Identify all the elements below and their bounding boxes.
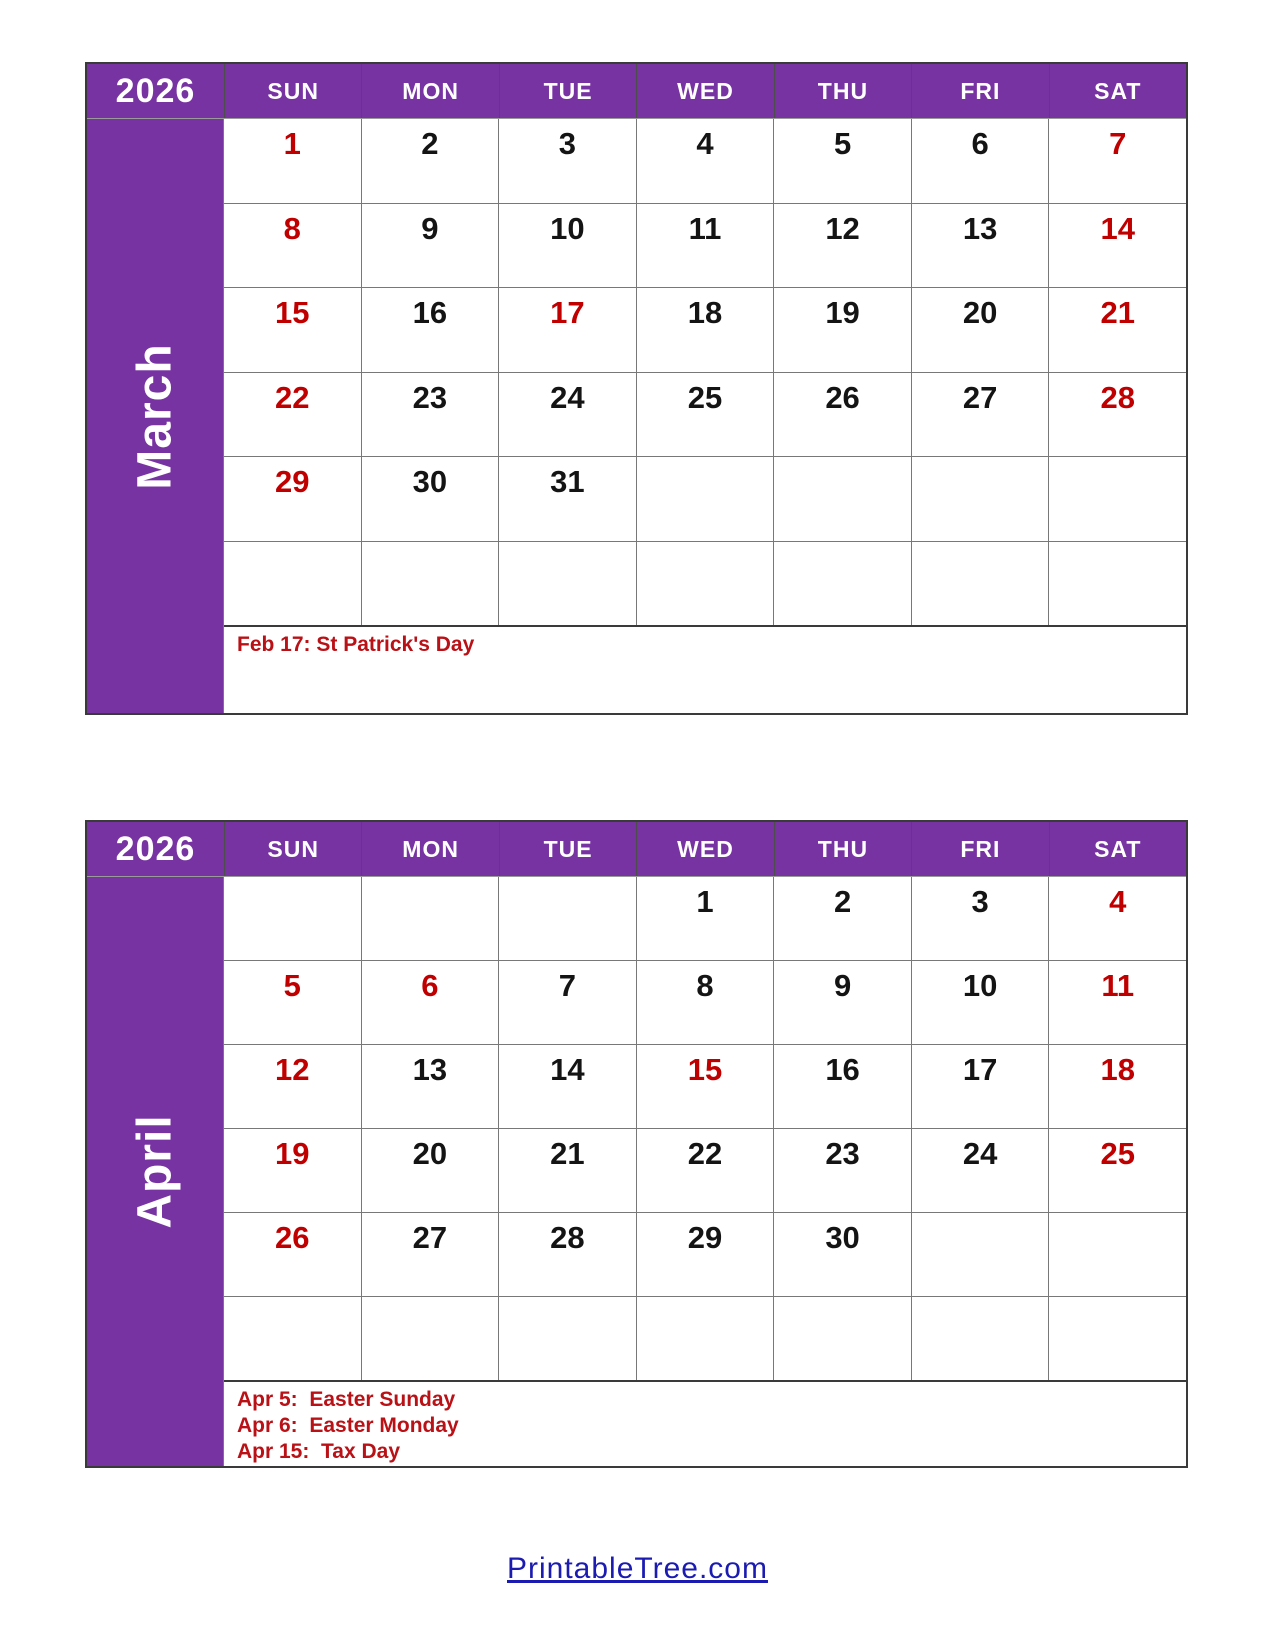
date-cell-empty	[499, 1297, 636, 1380]
date-cell-16	[774, 1045, 911, 1128]
date-cell-empty	[912, 457, 1049, 541]
calendar-march-header-row	[87, 64, 1186, 119]
date-cell-27	[362, 1213, 499, 1296]
date-number: 10	[962, 968, 998, 1003]
date-cell-10	[499, 204, 636, 288]
date-cell-10	[912, 961, 1049, 1044]
date-number: 2	[421, 126, 439, 161]
date-cell-11	[637, 204, 774, 288]
date-number: 19	[275, 1136, 310, 1171]
date-number: 14	[1100, 210, 1135, 246]
date-number: 16	[412, 295, 448, 330]
date-number: 10	[550, 210, 585, 246]
date-cell-2	[774, 877, 911, 960]
day-header-wed: WED	[636, 822, 773, 876]
date-grid	[224, 119, 1186, 625]
date-cell-empty	[637, 1297, 774, 1380]
calendar-march	[85, 62, 1188, 715]
calendar-april-body	[87, 877, 1186, 1466]
date-number: 3	[971, 884, 989, 919]
date-cell-2	[362, 119, 499, 203]
date-number: 16	[825, 1052, 860, 1087]
date-number: 7	[1109, 126, 1127, 161]
date-cell-21	[1049, 288, 1186, 372]
date-cell-25	[1049, 1129, 1186, 1212]
month-label: April	[128, 1114, 182, 1229]
date-number: 26	[825, 379, 860, 415]
date-cell-empty	[362, 542, 499, 626]
date-number: 26	[275, 1220, 310, 1255]
date-cell-empty	[1049, 1213, 1186, 1296]
holiday-notes-april	[224, 1380, 1186, 1466]
date-cell-6	[912, 119, 1049, 203]
date-cell-9	[774, 961, 911, 1044]
date-number: 1	[696, 884, 714, 919]
day-header-tue: TUE	[499, 64, 636, 118]
date-number: 13	[962, 210, 998, 246]
date-cell-31	[499, 457, 636, 541]
date-number: 20	[962, 295, 998, 330]
date-number: 4	[696, 126, 714, 161]
day-header-row	[224, 822, 1186, 876]
year-label: 2026	[115, 829, 196, 868]
date-cell-27	[912, 373, 1049, 457]
date-number: 5	[283, 968, 301, 1003]
date-number: 17	[550, 295, 585, 330]
date-number: 21	[1100, 295, 1135, 330]
date-number: 13	[412, 1052, 448, 1087]
date-cell-6	[362, 961, 499, 1044]
date-number: 6	[971, 126, 989, 161]
date-cell-empty	[499, 542, 636, 626]
date-number: 19	[825, 295, 860, 330]
date-number: 15	[687, 1052, 723, 1087]
date-number: 14	[550, 1052, 585, 1087]
page-footer	[0, 1552, 1275, 1586]
date-number: 5	[833, 126, 852, 161]
date-cell-30	[774, 1213, 911, 1296]
date-number: 21	[550, 1136, 585, 1171]
date-number: 7	[558, 968, 577, 1003]
date-cell-22	[224, 373, 361, 457]
date-cell-empty	[499, 877, 636, 960]
day-header-mon: MON	[361, 822, 498, 876]
date-cell-13	[362, 1045, 499, 1128]
date-cell-4	[637, 119, 774, 203]
date-number: 1	[283, 126, 301, 161]
date-cell-12	[774, 204, 911, 288]
date-number: 29	[275, 464, 310, 499]
date-number: 17	[962, 1052, 998, 1087]
calendar-march-grid-area	[224, 119, 1186, 713]
date-cell-18	[1049, 1045, 1186, 1128]
date-cell-22	[637, 1129, 774, 1212]
date-cell-25	[637, 373, 774, 457]
date-number: 15	[275, 295, 310, 330]
date-cell-3	[499, 119, 636, 203]
date-cell-17	[499, 288, 636, 372]
date-cell-5	[774, 119, 911, 203]
date-cell-23	[774, 1129, 911, 1212]
date-cell-7	[499, 961, 636, 1044]
calendar-april	[85, 820, 1188, 1468]
date-number: 11	[1101, 968, 1135, 1003]
day-header-sun: SUN	[224, 64, 361, 118]
date-cell-26	[774, 373, 911, 457]
calendar-april-grid-area	[224, 877, 1186, 1466]
day-header-thu: THU	[774, 64, 911, 118]
date-number: 24	[550, 379, 585, 415]
date-cell-21	[499, 1129, 636, 1212]
date-number: 12	[825, 210, 860, 246]
date-cell-14	[1049, 204, 1186, 288]
date-cell-26	[224, 1213, 361, 1296]
month-label: March	[128, 342, 182, 490]
calendar-march-body	[87, 119, 1186, 713]
date-number: 22	[275, 379, 310, 415]
date-cell-7	[1049, 119, 1186, 203]
date-cell-24	[912, 1129, 1049, 1212]
date-cell-29	[637, 1213, 774, 1296]
date-cell-empty	[224, 877, 361, 960]
date-number: 8	[696, 968, 714, 1003]
day-header-row	[224, 64, 1186, 118]
date-cell-empty	[774, 542, 911, 626]
date-number: 23	[825, 1136, 860, 1171]
date-number: 8	[283, 210, 301, 246]
date-cell-empty	[637, 457, 774, 541]
date-cell-1	[637, 877, 774, 960]
date-number: 12	[275, 1052, 310, 1087]
date-number: 28	[550, 1220, 585, 1255]
date-cell-17	[912, 1045, 1049, 1128]
date-number: 23	[412, 379, 448, 415]
date-number: 3	[558, 126, 577, 161]
date-cell-19	[224, 1129, 361, 1212]
date-number: 29	[687, 1220, 723, 1255]
date-number: 18	[1100, 1052, 1135, 1087]
date-cell-4	[1049, 877, 1186, 960]
date-cell-empty	[1049, 457, 1186, 541]
date-cell-13	[912, 204, 1049, 288]
date-number: 6	[421, 968, 439, 1003]
date-cell-empty	[362, 1297, 499, 1380]
date-cell-14	[499, 1045, 636, 1128]
date-number: 28	[1100, 379, 1135, 415]
day-header-sat: SAT	[1049, 822, 1186, 876]
holiday-note: Apr 5: Easter Sunday	[237, 1388, 456, 1411]
date-cell-19	[774, 288, 911, 372]
day-header-sat: SAT	[1049, 64, 1186, 118]
date-cell-15	[224, 288, 361, 372]
date-cell-24	[499, 373, 636, 457]
holiday-note: Feb 17: St Patrick's Day	[237, 633, 475, 656]
date-cell-8	[224, 204, 361, 288]
day-header-thu: THU	[774, 822, 911, 876]
date-number: 25	[687, 379, 723, 415]
month-bar-april	[87, 877, 224, 1466]
date-cell-3	[912, 877, 1049, 960]
date-number: 27	[962, 379, 998, 415]
holiday-notes-march	[224, 625, 1186, 713]
date-number: 27	[412, 1220, 448, 1255]
date-cell-23	[362, 373, 499, 457]
date-number: 11	[688, 210, 722, 246]
day-header-wed: WED	[636, 64, 773, 118]
date-cell-empty	[774, 1297, 911, 1380]
date-number: 2	[833, 884, 852, 919]
date-cell-29	[224, 457, 361, 541]
date-number: 24	[962, 1136, 998, 1171]
date-cell-28	[1049, 373, 1186, 457]
date-cell-28	[499, 1213, 636, 1296]
date-number: 25	[1100, 1136, 1135, 1171]
date-number: 4	[1109, 884, 1127, 919]
date-cell-empty	[912, 1297, 1049, 1380]
date-cell-18	[637, 288, 774, 372]
date-number: 22	[687, 1136, 723, 1171]
day-header-mon: MON	[361, 64, 498, 118]
date-cell-20	[362, 1129, 499, 1212]
date-cell-empty	[1049, 1297, 1186, 1380]
year-label: 2026	[115, 71, 196, 110]
printabletree-link[interactable]: PrintableTree.com	[507, 1552, 768, 1585]
date-cell-30	[362, 457, 499, 541]
date-number: 9	[833, 968, 852, 1003]
date-number: 31	[550, 464, 585, 499]
holiday-note: Apr 15: Tax Day	[237, 1440, 401, 1463]
date-cell-empty	[224, 1297, 361, 1380]
date-cell-empty	[774, 457, 911, 541]
day-header-tue: TUE	[499, 822, 636, 876]
date-grid	[224, 877, 1186, 1380]
calendar-april-header-row	[87, 822, 1186, 877]
date-cell-empty	[912, 1213, 1049, 1296]
date-cell-20	[912, 288, 1049, 372]
date-cell-1	[224, 119, 361, 203]
date-number: 9	[421, 210, 439, 246]
date-cell-9	[362, 204, 499, 288]
day-header-sun: SUN	[224, 822, 361, 876]
date-cell-5	[224, 961, 361, 1044]
date-cell-12	[224, 1045, 361, 1128]
date-cell-empty	[1049, 542, 1186, 626]
date-number: 30	[825, 1220, 860, 1255]
date-cell-empty	[912, 542, 1049, 626]
date-cell-8	[637, 961, 774, 1044]
date-number: 18	[687, 295, 723, 330]
date-number: 20	[412, 1136, 448, 1171]
month-bar-march	[87, 119, 224, 713]
date-cell-15	[637, 1045, 774, 1128]
day-header-fri: FRI	[911, 64, 1048, 118]
holiday-note: Apr 6: Easter Monday	[237, 1414, 459, 1437]
date-cell-empty	[637, 542, 774, 626]
date-cell-empty	[224, 542, 361, 626]
date-cell-16	[362, 288, 499, 372]
day-header-fri: FRI	[911, 822, 1048, 876]
date-cell-11	[1049, 961, 1186, 1044]
date-cell-empty	[362, 877, 499, 960]
date-number: 30	[412, 464, 448, 499]
